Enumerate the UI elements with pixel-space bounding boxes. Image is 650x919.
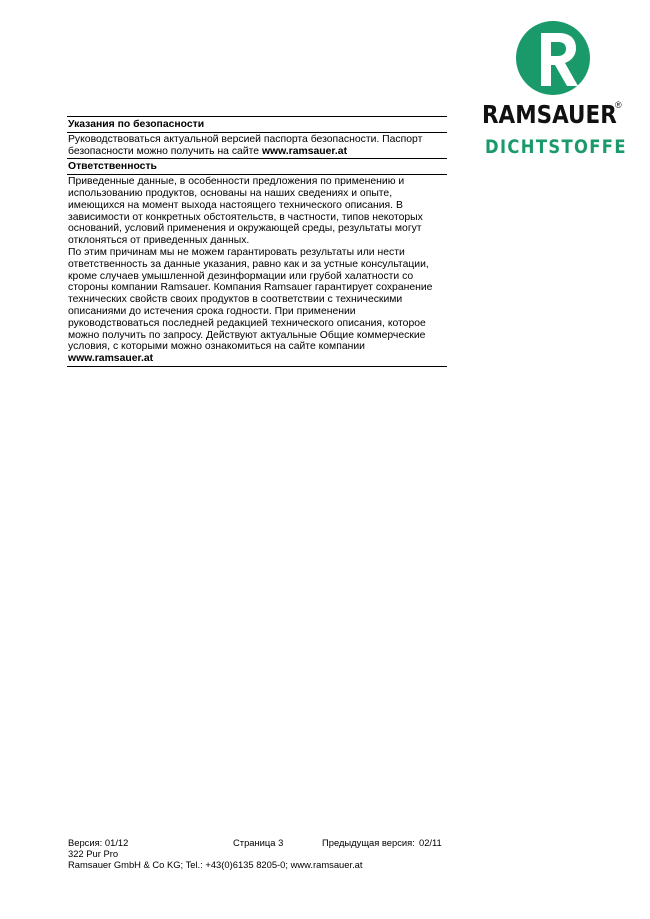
footer-version: Версия: 01/12 bbox=[68, 837, 129, 848]
safety-link[interactable]: www.ramsauer.at bbox=[261, 145, 348, 157]
liability-section-body bbox=[67, 175, 447, 366]
footer-company-info: Ramsauer GmbH & Co KG; Tel.: +43(0)6135 8205-0; www.ramsauer.at bbox=[68, 859, 363, 870]
ramsauer-r-logo-icon bbox=[515, 20, 591, 96]
liability-link[interactable]: www.ramsauer.at bbox=[68, 353, 154, 365]
liability-paragraph-2: По этим причинам мы не можем гарантировать результаты или нести ответственность за данные указания, равно как и за устные консультации, кроме случаев умышленной дезинформации или грубой халатности со стороны компании Ramsauer. Компания Ramsauer гарантирует сохранение технических свойств своих продуктов в соответствии с техническими описаниями до истечения срока годности. При применении руководствоваться последней редакцией технического описания, которое можно получить по запросу. Действуют актуальные Общие коммерческие условия, с которыми можно ознакомиться на сайте компании bbox=[68, 246, 433, 353]
liability-section-title: Ответственность bbox=[68, 161, 157, 173]
brand-name: RAMSAUER bbox=[482, 100, 617, 129]
footer-product-name: 322 Pur Pro bbox=[68, 848, 119, 859]
registered-mark: ® bbox=[615, 100, 622, 110]
document-content bbox=[67, 116, 447, 367]
brand-subtitle: DICHTSTOFFE bbox=[485, 136, 627, 158]
page-footer bbox=[68, 837, 468, 870]
company-logo bbox=[482, 20, 632, 165]
safety-text: Руководствоваться актуальной версией паспорта безопасности. Паспорт безопасности можно получить на сайте bbox=[68, 133, 423, 157]
footer-page-number: Страница 3 bbox=[233, 837, 284, 848]
footer-previous-version-value: 02/11 bbox=[419, 837, 442, 848]
footer-previous-version-label: Предыдущая версия: bbox=[322, 837, 415, 848]
safety-section-title: Указания по безопасности bbox=[68, 119, 205, 130]
section-divider bbox=[67, 366, 447, 367]
liability-paragraph-1: Приведенные данные, в особенности предложения по применению и использованию продуктов, основаны на наших сведениях и опыте, имеющихся на момент выхода настоящего технического описания. В зависимости от конкретных обстоятельств, в частности, типов некоторых оснований, условий применения и окружающей среды, результаты могут отклоняться от приведенных данных. bbox=[68, 176, 423, 247]
safety-section-body bbox=[67, 133, 447, 159]
